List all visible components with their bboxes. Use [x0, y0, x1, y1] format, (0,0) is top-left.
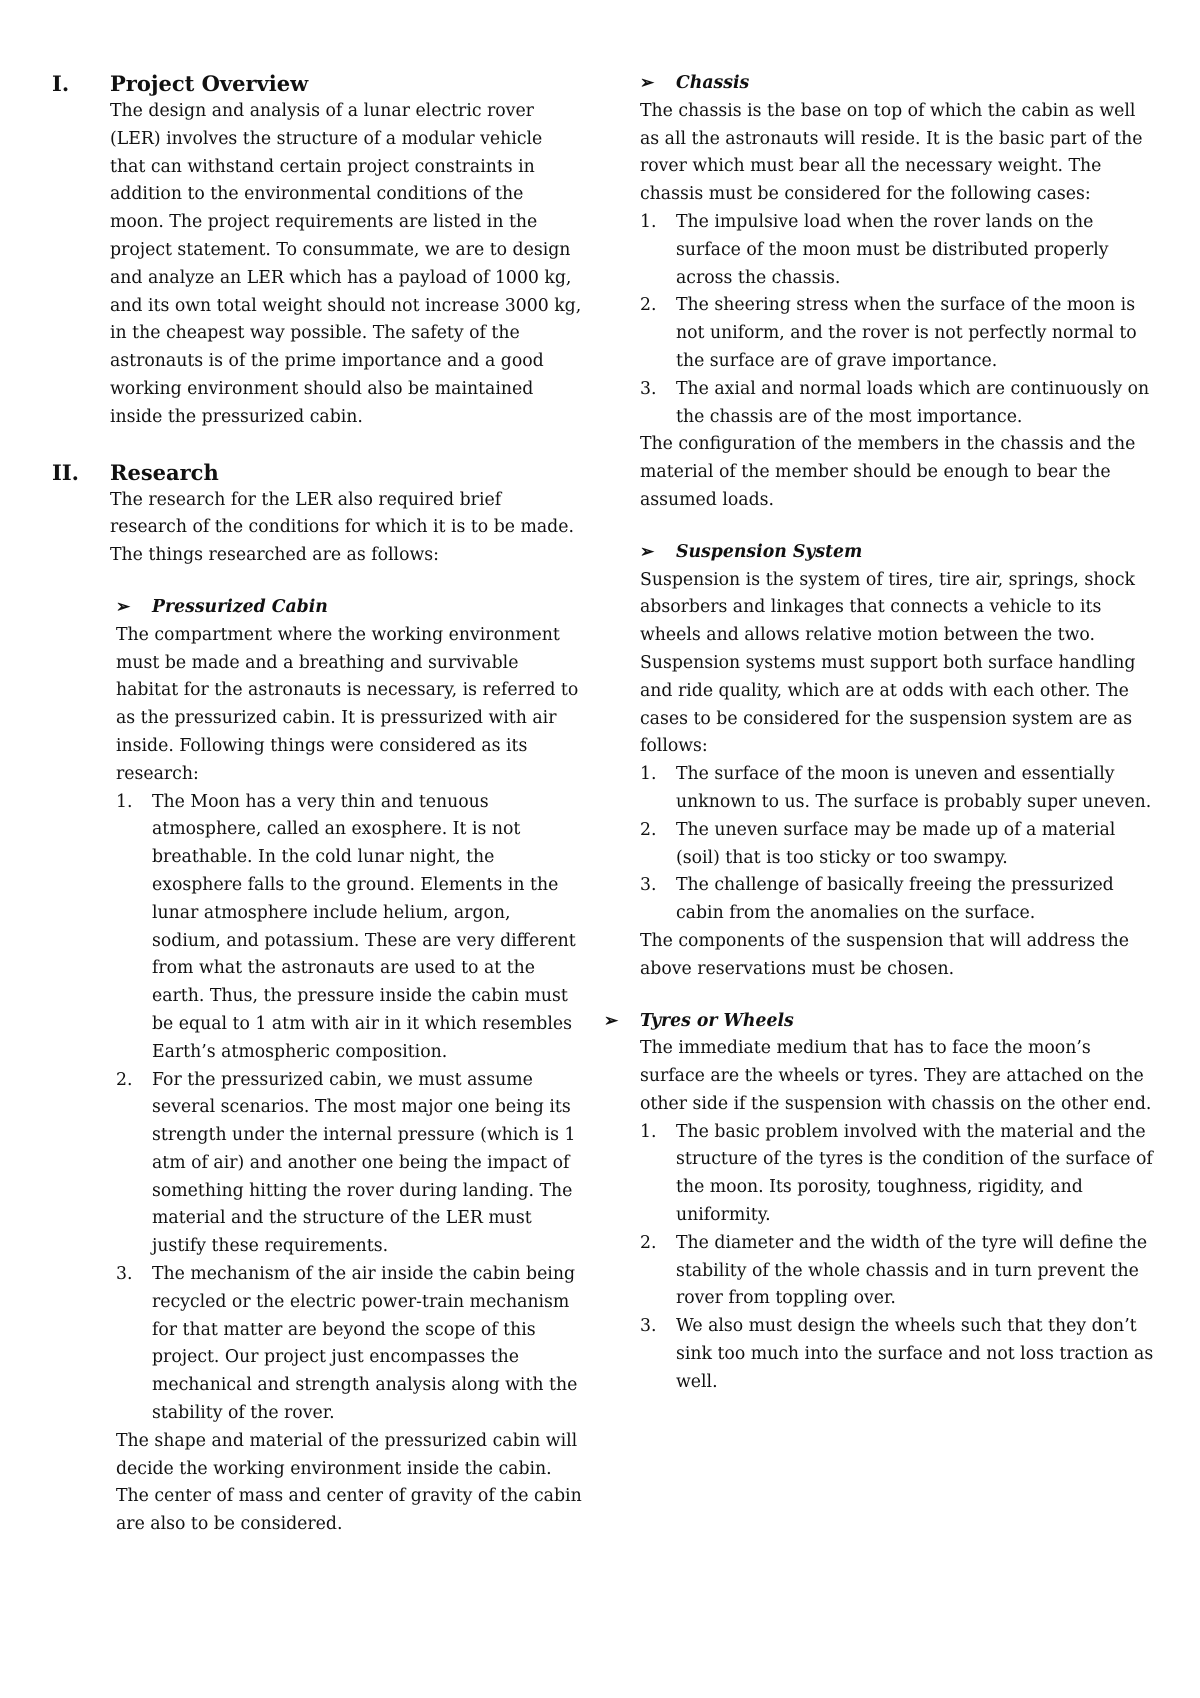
- subsection-intro: The chassis is the base on top of which the cabin as well as all the astronauts will reside. It is the basic part of the rover which must bear all the necessary weight. The chassis must be considered for the following cases:: [640, 100, 1143, 205]
- list-text: The axial and normal loads which are continuously on the chassis are of the most importance.: [676, 378, 1150, 427]
- subsection-heading: [604, 1008, 1155, 1036]
- list-text: The basic problem involved with the material and the structure of the tyres is the condition of the surface of the moon. Its porosity, toughness, rigidity, and uniformity.: [676, 1121, 1153, 1226]
- list-item: [640, 209, 1155, 292]
- list-item: [116, 1067, 582, 1262]
- subsection-intro: The compartment where the working environment must be made and a breathing and survivable habitat for the astronauts is necessary, is referred to as the pressurized cabin. It is pressurized with air inside. Following things were considered as its research:: [116, 624, 579, 784]
- arrow-bullet-icon: ➢: [640, 541, 655, 562]
- list-item: [640, 292, 1155, 375]
- list-item: [640, 376, 1155, 432]
- subsection-pressurized-cabin: [116, 594, 582, 1539]
- list-item: [116, 789, 582, 1067]
- list-item: [640, 1313, 1155, 1396]
- list-item: [640, 817, 1155, 873]
- section-project-overview: [52, 70, 582, 432]
- list-number: 1.: [640, 764, 657, 785]
- arrow-bullet-icon: ➢: [116, 596, 131, 617]
- list-number: 2.: [640, 819, 657, 840]
- subsection-tyres-or-wheels: [604, 1008, 1155, 1397]
- subsection-outro: The components of the suspension that will address the above reservations must be chosen.: [640, 930, 1130, 979]
- subsection-chassis: [640, 70, 1155, 515]
- list-number: 3.: [116, 1264, 133, 1285]
- list-number: 3.: [640, 1316, 657, 1337]
- list-text: For the pressurized cabin, we must assume several scenarios. The most major one being its strength under the internal pressure (which is 1 atm of air) and another one being the impact of something hitting the rover during landing. The material and the structure of the LER must justify these requirements.: [152, 1069, 576, 1257]
- subsection-outro: The configuration of the members in the chassis and the material of the member should be enough to bear the assumed loads.: [640, 434, 1136, 510]
- list-text: The challenge of basically freeing the pressurized cabin from the anomalies on the surface.: [676, 875, 1114, 924]
- list-number: 1.: [640, 211, 657, 232]
- list-number: 2.: [640, 1232, 657, 1253]
- list-number: 1.: [640, 1121, 657, 1142]
- list-text: We also must design the wheels such that they don’t sink too much into the surface and not loss traction as well.: [676, 1316, 1154, 1392]
- list-number: 1.: [116, 791, 133, 812]
- list-text: The mechanism of the air inside the cabin being recycled or the electric power-train mechanism for that matter are beyond the scope of this project. Our project just encompasses the mechanical and strength analysis along with the stability of the rover.: [152, 1264, 578, 1424]
- list-number: 2.: [116, 1069, 133, 1090]
- section-research: [52, 459, 582, 1539]
- list-item: [640, 872, 1155, 928]
- list-text: The sheering stress when the surface of the moon is not uniform, and the rover is not perfectly normal to the surface are of grave importance.: [676, 295, 1137, 371]
- section-heading: [52, 70, 582, 98]
- list-item: [640, 1230, 1155, 1313]
- section-heading: [52, 459, 582, 487]
- research-intro: The research for the LER also required brief research of the conditions for which it is to be made. The things researched are as follows:: [110, 489, 574, 566]
- numbered-list: [640, 1119, 1155, 1397]
- list-item: [116, 1261, 582, 1428]
- numbered-list: [116, 789, 582, 1428]
- numbered-list: [640, 209, 1155, 431]
- list-text: The impulsive load when the rover lands on the surface of the moon must be distributed properly across the chassis.: [676, 211, 1109, 288]
- section-title: Research: [110, 459, 219, 485]
- subsection-heading: [116, 594, 582, 622]
- overview-paragraph: The design and analysis of a lunar electric rover (LER) involves the structure of a modular vehicle that can withstand certain project constraints in addition to the environmental conditions of the moon. The project requirements are listed in the project statement. To consummate, we are to design and analyze an LER which has a payload of 1000 kg, and its own total weight should not increase 3000 kg, in the cheapest way possible. The safety of the astronauts is of the prime importance and a good working environment should also be maintained inside the pressurized cabin.: [110, 101, 582, 427]
- list-number: 2.: [640, 295, 657, 316]
- list-item: [640, 761, 1155, 817]
- subsection-title: Tyres or Wheels: [640, 1010, 794, 1031]
- list-item: [640, 1119, 1155, 1230]
- list-text: The Moon has a very thin and tenuous atmosphere, called an exosphere. It is not breathable. In the cold lunar night, the exosphere falls to the ground. Elements in the lunar atmosphere include helium, argon, sodium, and potassium. These are very different from what the astronauts are used to at the earth. Thus, the pressure inside the cabin must be equal to 1 atm with air in it which resembles Earth’s atmospheric composition.: [152, 791, 576, 1062]
- section-title: Project Overview: [110, 71, 309, 96]
- arrow-bullet-icon: ➢: [640, 73, 655, 93]
- subsection-heading: [640, 70, 1155, 98]
- list-text: The diameter and the width of the tyre will define the stability of the whole chassis and in turn prevent the rover from toppling over.: [676, 1232, 1148, 1309]
- subsection-intro: Suspension is the system of tires, tire air, springs, shock absorbers and linkages that connects a vehicle to its wheels and allows relative motion between the two. Suspension systems must support both surface handling and ride quality, which are at odds with each other. The cases to be considered for the suspension system are as follows:: [640, 569, 1136, 757]
- section-number: I.: [52, 71, 70, 96]
- list-text: The uneven surface may be made up of a material (soil) that is too sticky or too swampy.: [676, 819, 1116, 868]
- right-column: [604, 70, 1155, 1397]
- subsection-title: Chassis: [676, 73, 750, 93]
- list-text: The surface of the moon is uneven and essentially unknown to us. The surface is probably super uneven.: [676, 764, 1152, 812]
- list-number: 3.: [640, 875, 657, 896]
- subsection-title: Pressurized Cabin: [152, 596, 328, 617]
- left-column: [52, 70, 582, 1539]
- subsection-intro: The immediate medium that has to face the moon’s surface are the wheels or tyres. They are attached on the other side if the suspension with chassis on the other end.: [640, 1038, 1152, 1114]
- section-number: II.: [52, 459, 79, 485]
- list-number: 3.: [640, 378, 657, 399]
- subsection-heading: [640, 539, 1155, 567]
- subsection-title: Suspension System: [676, 541, 863, 562]
- numbered-list: [640, 761, 1155, 928]
- subsection-outro: The shape and material of the pressurized cabin will decide the working environment inside the cabin. The center of mass and center of gravity of the cabin are also to be considered.: [116, 1430, 582, 1535]
- subsection-suspension-system: [640, 539, 1155, 984]
- arrow-bullet-icon: ➢: [604, 1010, 619, 1031]
